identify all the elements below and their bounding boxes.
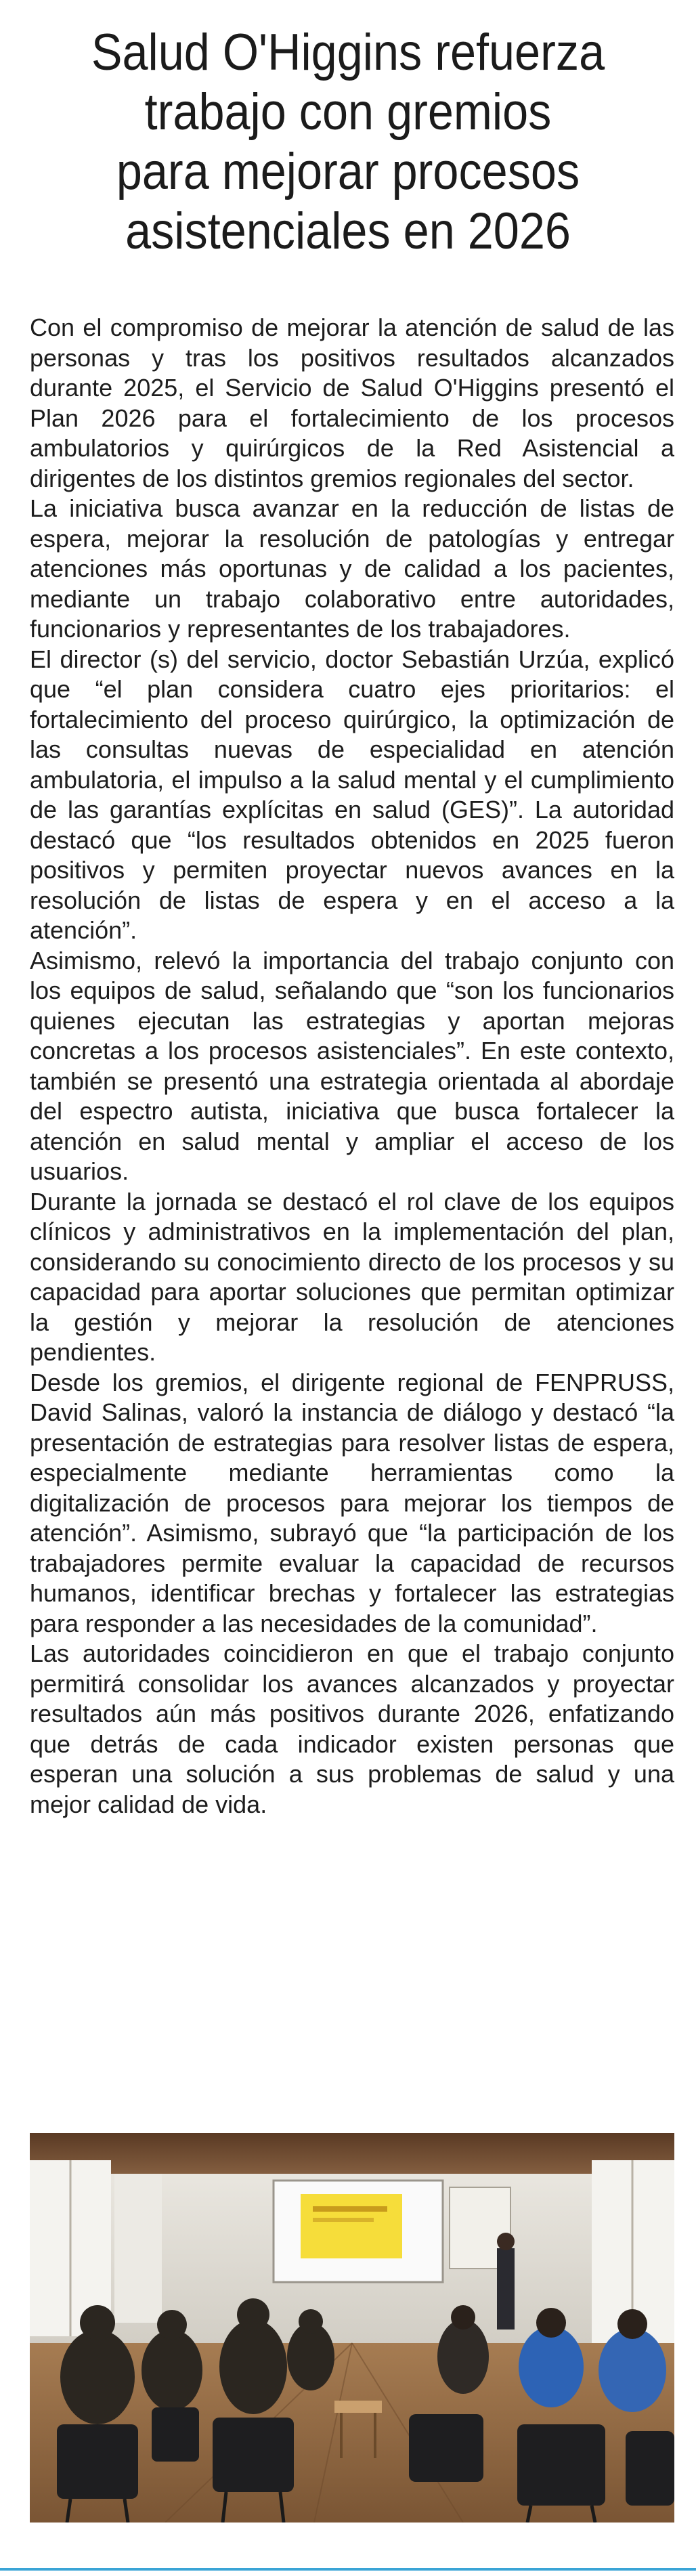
headline-line-1: Salud O'Higgins refuerza bbox=[91, 24, 605, 81]
paragraph-7: Las autoridades coincidieron en que el trabajo conjunto permitirá consolidar los avances alcanzados y proyectar resultados aún más positivos durante 2026, enfatizando que detrás de cada indicador existen personas que esperan una solución a sus problemas de salud y una mejor calidad de vida. bbox=[30, 1639, 674, 1818]
paragraph-4: Asimismo, relevó la importancia del trabajo conjunto con los equipos de salud, señalando que “son los funcionarios quienes ejecutan las estrategias y aportan mejoras concretas a los procesos asistenciales”. En este contexto, también se presentó una estrategia orientada al abordaje del espectro autista, iniciativa que busca fortalecer la atención en salud mental y ampliar el acceso de los usuarios. bbox=[30, 946, 674, 1185]
headline-line-2: trabajo con gremios bbox=[144, 83, 552, 141]
paragraph-3: El director (s) del servicio, doctor Sebastián Urzúa, explicó que “el plan considera cuatro ejes prioritarios: el fortalecimiento del proceso quirúrgico, la optimización de las consultas nuevas de especialidad en atención ambulatoria, el impulso a la salud mental y el cumplimiento de las garantías explícitas en salud (GES)”. La autoridad destacó que “los resultados obtenidos en 2025 fueron positivos y permiten proyectar nuevos avances en la resolución de listas de espera y en el acceso a la atención”. bbox=[30, 645, 674, 944]
bottom-accent-rule bbox=[0, 2568, 696, 2571]
paragraph-5: Durante la jornada se destacó el rol clave de los equipos clínicos y administrativos en la implementación del plan, considerando su conocimiento directo de los procesos y su capacidad para aportar soluciones que permitan optimizar la gestión y mejorar la resolución de atenciones pendientes. bbox=[30, 1187, 674, 1366]
headline-line-3: para mejorar procesos bbox=[116, 143, 580, 200]
meeting-photo bbox=[30, 2133, 674, 2523]
article-headline bbox=[59, 23, 636, 261]
paragraph-2: La iniciativa busca avanzar en la reducción de listas de espera, mejorar la resolución de patologías y entregar atenciones más oportunas y de calidad a los pacientes, mediante un trabajo colaborativo entre autoridades, funcionarios y representantes de los trabajadores. bbox=[30, 494, 674, 643]
meeting-photo-illustration bbox=[30, 2133, 674, 2523]
article-body bbox=[30, 313, 674, 1820]
paragraph-1: Con el compromiso de mejorar la atención de salud de las personas y tras los positivos resultados alcanzados durante 2025, el Servicio de Salud O'Higgins presentó el Plan 2026 para el fortalecimiento de los procesos ambulatorios y quirúrgicos de la Red Asistencial a dirigentes de los distintos gremios regionales del sector. bbox=[30, 314, 674, 492]
paragraph-6: Desde los gremios, el dirigente regional de FENPRUSS, David Salinas, valoró la instancia de diálogo y destacó “la presentación de estrategias para resolver listas de espera, especialmente mediante herramientas como la digitalización de procesos para mejorar los tiempos de atención”. Asimismo, subrayó que “la participación de los trabajadores permite evaluar la capacidad de recursos humanos, identificar brechas y fortalecer las estrategias para responder a las necesidades de la comunidad”. bbox=[30, 1368, 674, 1637]
headline-line-4: asistenciales en 2026 bbox=[125, 202, 571, 260]
